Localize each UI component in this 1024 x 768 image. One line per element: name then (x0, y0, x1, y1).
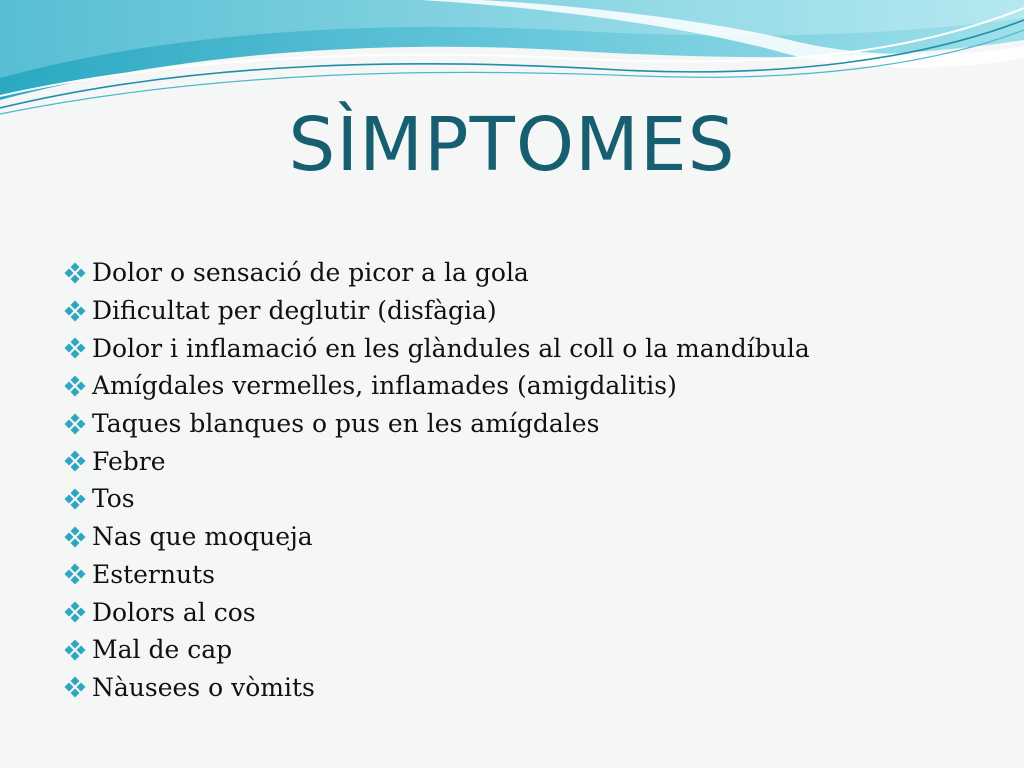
list-item-text: Nàusees o vòmits (92, 672, 315, 702)
list-item (64, 593, 810, 631)
list-item-text: Dificultat per deglutir (disfàgia) (92, 296, 497, 326)
diamond-flower-bullet-icon (64, 413, 86, 435)
slide-title: SÌMPTOMES (288, 102, 736, 188)
list-item-text: Dolors al cos (92, 597, 256, 627)
symptom-list (64, 254, 810, 706)
diamond-flower-bullet-icon (64, 639, 86, 661)
list-item (64, 405, 810, 443)
list-item (64, 367, 810, 405)
list-item-text: Tos (92, 484, 135, 514)
list-item-text: Dolor i inflamació en les glàndules al coll o la mandíbula (92, 333, 810, 363)
list-item (64, 556, 810, 594)
list-item-text: Nas que moqueja (92, 522, 313, 552)
diamond-flower-bullet-icon (64, 488, 86, 510)
diamond-flower-bullet-icon (64, 526, 86, 548)
list-item (64, 631, 810, 669)
diamond-flower-bullet-icon (64, 601, 86, 623)
list-item-text: Taques blanques o pus en les amígdales (92, 409, 600, 439)
diamond-flower-bullet-icon (64, 262, 86, 284)
list-item (64, 518, 810, 556)
list-item (64, 442, 810, 480)
diamond-flower-bullet-icon (64, 375, 86, 397)
list-item-text: Mal de cap (92, 635, 233, 665)
list-item (64, 669, 810, 707)
list-item-text: Amígdales vermelles, inflamades (amigdalitis) (92, 371, 677, 401)
list-item (64, 292, 810, 330)
list-item (64, 254, 810, 292)
diamond-flower-bullet-icon (64, 337, 86, 359)
list-item-text: Dolor o sensació de picor a la gola (92, 258, 529, 288)
list-item-text: Febre (92, 446, 166, 476)
list-item-text: Esternuts (92, 559, 215, 589)
list-item (64, 329, 810, 367)
diamond-flower-bullet-icon (64, 563, 86, 585)
diamond-flower-bullet-icon (64, 450, 86, 472)
diamond-flower-bullet-icon (64, 676, 86, 698)
list-item (64, 480, 810, 518)
diamond-flower-bullet-icon (64, 300, 86, 322)
